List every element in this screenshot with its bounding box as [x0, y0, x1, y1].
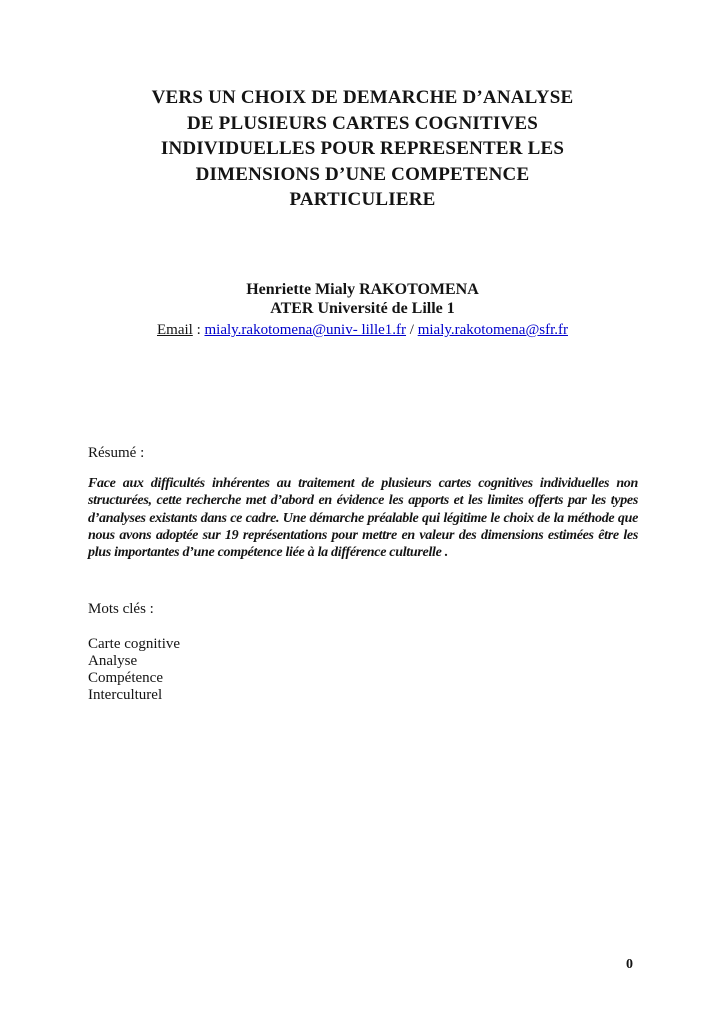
email-line — [0, 320, 725, 341]
abstract-text: Face aux difficultés inhérentes au traitement de plusieurs cartes cognitives individuelles non structurées, cette recherche met d’abord en évidence les apports et les limites offerts par les types d’analyses existants dans ce cadre. Une démarche préalable qui légitime le choix de la méthode que nous avons adoptée sur 19 représentations pour mettre en valeur des dimensions estimées être les plus importantes d’une compétence liée à la différence culturelle . — [88, 476, 638, 561]
author-affiliation: ATER Université de Lille 1 — [270, 300, 455, 317]
author-name: Henriette Mialy RAKOTOMENA — [246, 281, 479, 298]
keyword-item: Compétence — [88, 670, 163, 686]
email-label: Email — [156, 322, 193, 338]
email-link-secondary[interactable]: mialy.rakotomena@sfr.fr — [417, 322, 568, 338]
author-block — [0, 280, 725, 341]
email-link-primary[interactable]: mialy.rakotomena@univ- lille1.fr — [204, 322, 407, 338]
keywords-list — [88, 636, 180, 704]
paper-title-line: DE PLUSIEURS CARTES COGNITIVES — [186, 112, 539, 134]
email-separator: / — [406, 322, 418, 338]
paper-title — [60, 85, 665, 213]
keyword-item: Interculturel — [88, 687, 163, 703]
abstract-heading: Résumé : — [88, 445, 145, 461]
paper-title-line: DIMENSIONS D’UNE COMPETENCE — [195, 163, 530, 185]
keyword-item: Carte cognitive — [88, 636, 181, 652]
paper-title-line: INDIVIDUELLES POUR REPRESENTER LES — [160, 138, 565, 159]
page-number: 0 — [626, 957, 633, 972]
keywords-heading: Mots clés : — [88, 601, 154, 617]
paper-title-line: VERS UN CHOIX DE DEMARCHE D’ANALYSE — [151, 87, 574, 108]
keyword-item: Analyse — [88, 653, 138, 669]
email-colon: : — [192, 322, 205, 338]
paper-title-line: PARTICULIERE — [289, 189, 436, 210]
